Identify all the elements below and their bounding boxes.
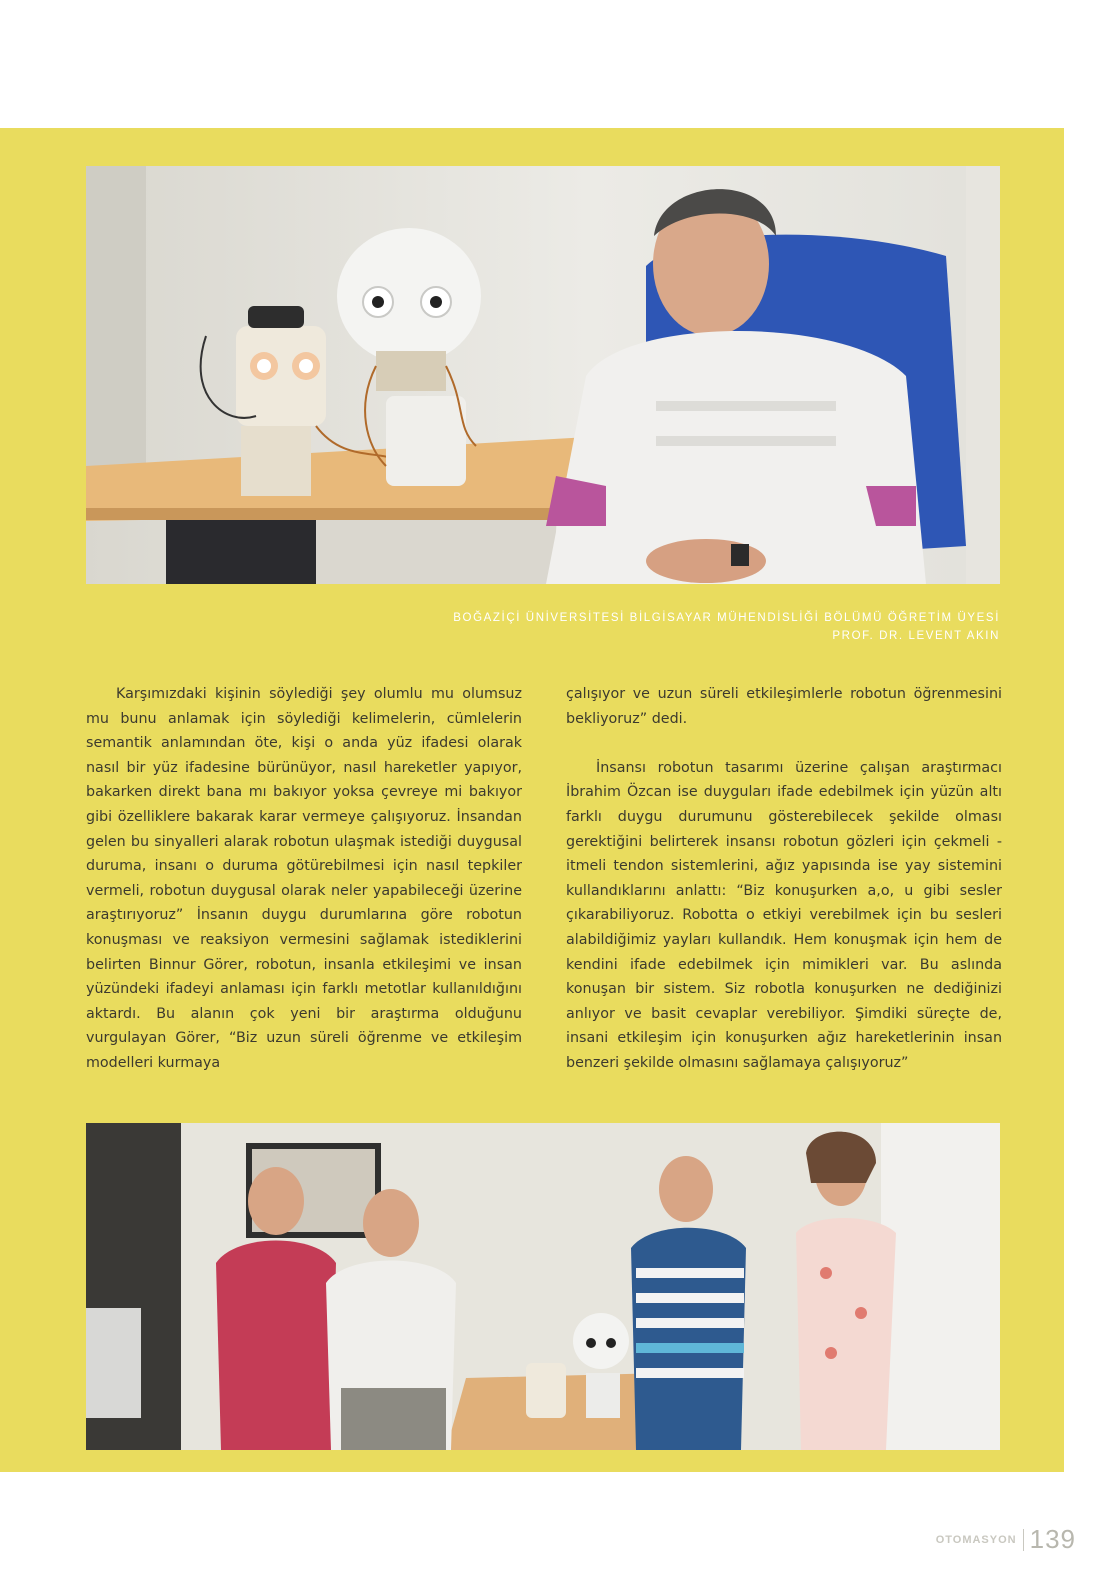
photo-caption-title: BOĞAZİÇİ ÜNİVERSİTESİ BİLGİSAYAR MÜHENDİSLİĞİ BÖLÜMÜ ÖĞRETİM ÜYESİ: [453, 612, 1000, 624]
article-paragraph: İnsansı robotun tasarımı üzerine çalışan araştırmacı İbrahim Özcan ise duyguları ifade edebilmek için yüzün altı farklı duygu durumunu gösterebilecek şekilde olması gerektiğini belirterek insansı robotun gözleri için çekmeli -itmeli tendon sistemlerini, ağız yapısında ise yay sistemini kullandıklarını anlattı: “Biz konuşurken a,o, u gibi sesler çıkarabiliyoruz. Robotta o etkiyi verebilmek için bu sesleri alabildiğimiz yayları kullandık. Hem konuşmak için hem de kendini ifade edebilmek için mimikleri var. Bu aslında konuşan bir sistem. Siz robotla konuşurken ne dediğinizi anlıyor ve basit cevaplar verebiliyor. Şimdiki süreçte de, insani etkileşim için konuşurken ağız hareketlerinin insan benzeri şekilde olmasını sağlamaya çalışıyoruz”: [566, 759, 1002, 1071]
professor-with-robots-photo: [86, 166, 1000, 584]
article-paragraph: Karşımızdaki kişinin söylediği şey olumlu mu olumsuz mu bunu anlamak için söylediği kelimelerin, cümlelerin semantik anlamından öte, kişi o anda yüz ifadesi olarak nasıl bir yüz ifadesine bürünüyor, nasıl hareketler yapıyor, bakarken direkt bana mı bakıyor yoksa çevreye mi bakıyor gibi özelliklere bakarak karar vermeye çalışıyoruz. İnsandan gelen bu sinyalleri alarak robotun ulaşmak istediği duygusal duruma, insanı o duruma götürebilmesi için nasıl tepkiler vermeli, robotun duygusal olarak neler yapabileceği üzerine araştırıyoruz” İnsanın duygu durumlarına göre robotun konuşması ve reaksiyon vermesini sağlamak istediklerini belirten Binnur Görer, robotun, insanla etkileşimi ve insan yüzündeki ifadeyi anlaması için farklı metotlar kullanıldığını aktardı. Bu alanın çok yeni bir araştırma olduğunu vurgulayan Görer, “Biz uzun süreli öğrenme ve etkileşim modelleri kurmaya: [86, 686, 522, 1071]
article-paragraph: çalışıyor ve uzun süreli etkileşimlerle robotun öğrenmesini bekliyoruz” dedi.: [566, 686, 1002, 727]
magazine-name: OTOMASYON: [935, 1533, 1017, 1546]
article-column-right: [566, 682, 1002, 1076]
footer-divider: [1023, 1529, 1024, 1551]
article-column-left: [86, 682, 522, 1076]
page-number: 139: [1029, 1524, 1076, 1554]
research-team-photo: [86, 1123, 1000, 1450]
photo-caption-name: PROF. DR. LEVENT AKIN: [832, 630, 1000, 642]
page-footer: [936, 1524, 1076, 1555]
